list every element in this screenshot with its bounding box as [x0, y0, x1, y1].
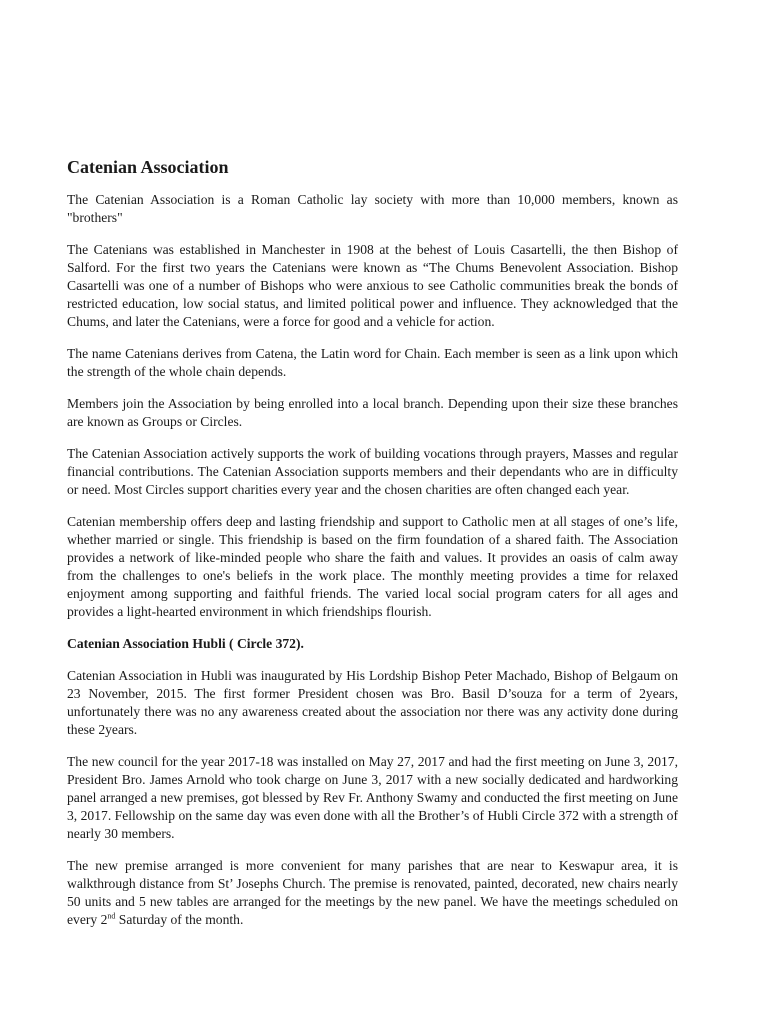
paragraph-name-origin: The name Catenians derives from Catena, the Latin word for Chain. Each member is seen as a link upon which the strength of the whole chain depends.: [67, 346, 678, 379]
paragraph-hubli-inauguration: Catenian Association in Hubli was inaugurated by His Lordship Bishop Peter Machado, Bishop of Belgaum on 23 November, 2015. The first former President chosen was Bro. Basil D’souza for a term of 2years, unfortunately there was no any awareness created about the association nor there was any activity done during these 2years.: [67, 668, 678, 737]
premise-text: The new premise arranged is more convenient for many parishes that are near to Keswapur area, it is walkthrough distance from St’ Josephs Church. The premise is renovated, painted, decorated, new chairs nearly 50 units and 5 new tables are arranged for the meetings by the new panel. We have the meetings scheduled on every 2: [67, 858, 678, 927]
document-title: Catenian Association: [67, 157, 229, 177]
document-page: [67, 156, 678, 943]
paragraph-new-premise: [67, 857, 678, 929]
paragraph-new-council: The new council for the year 2017-18 was installed on May 27, 2017 and had the first meeting on June 3, 2017, President Bro. James Arnold who took charge on June 3, 2017 with a new socially dedicated and hardworking panel arranged a new premises, got blessed by Rev Fr. Anthony Swamy and conducted the first meeting on June 3, 2017. Fellowship on the same day was even done with all the Brother’s of Hubli Circle 372 with a strength of nearly 30 members.: [67, 754, 678, 841]
premise-text-end: Saturday of the month.: [115, 912, 244, 927]
ordinal-suffix: nd: [107, 911, 116, 921]
paragraph-friendship: Catenian membership offers deep and lasting friendship and support to Catholic men at all stages of one’s life, whether married or single. This friendship is based on the firm foundation of a shared faith. The Association provides a network of like-minded people who share the faith and values. It provides an oasis of calm away from the challenges to one's beliefs in the work place. The monthly meeting provides a time for relaxed enjoyment among supporting and faithful friends. The varied local social program caters for all ages and provides a light-hearted environment in which friendships flourish.: [67, 514, 678, 619]
paragraph-membership: Members join the Association by being enrolled into a local branch. Depending upon their size these branches are known as Groups or Circles.: [67, 396, 678, 429]
paragraph-vocations: The Catenian Association actively supports the work of building vocations through prayers, Masses and regular financial contributions. The Catenian Association supports members and their dependants who are in difficulty or need. Most Circles support charities every year and the chosen charities are often changed each year.: [67, 446, 678, 497]
paragraph-intro: The Catenian Association is a Roman Catholic lay society with more than 10,000 members, known as "brothers": [67, 192, 678, 225]
paragraph-history: The Catenians was established in Manchester in 1908 at the behest of Louis Casartelli, the then Bishop of Salford. For the first two years the Catenians were known as “The Chums Benevolent Association. Bishop Casartelli was one of a number of Bishops who were anxious to see Catholic communities break the bonds of restricted education, low social status, and limited political power and influence. They acknowledged that the Chums, and later the Catenians, were a force for good and a vehicle for action.: [67, 242, 678, 329]
section-subheading: Catenian Association Hubli ( Circle 372).: [67, 636, 304, 651]
